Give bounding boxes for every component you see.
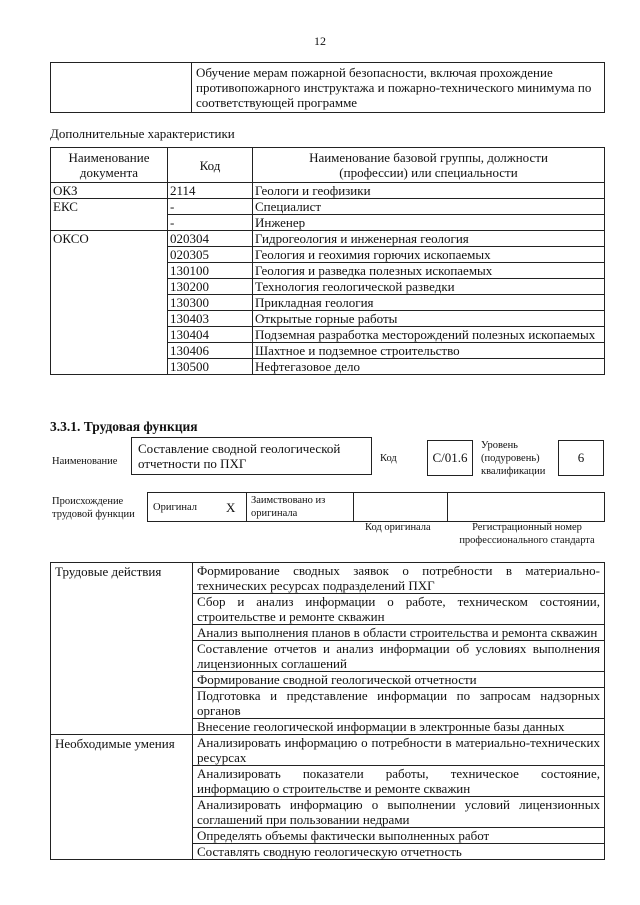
original-mark: X xyxy=(226,500,236,515)
level-label: Уровень (подуровень) квалификации xyxy=(481,440,546,477)
row-name: Инженер xyxy=(253,215,605,231)
row-name: Геологи и геофизики xyxy=(253,183,605,199)
reg-number-box xyxy=(447,492,605,522)
row-code: 2114 xyxy=(168,183,253,199)
skills-row xyxy=(51,735,605,766)
level-box xyxy=(558,440,604,476)
row-code: 130300 xyxy=(168,295,253,311)
top-table-text: Обучение мерам пожарной безопасности, включая прохождение противопожарного инструктажа и пожарно-технического минимума по соответствующей программе xyxy=(192,63,605,113)
actions-item: Внесение геологической информации в электронные базы данных xyxy=(193,719,605,735)
actions-item: Сбор и анализ информации о работе, техническом состоянии, строительстве и ремонте скважин xyxy=(193,594,605,625)
function-table xyxy=(50,562,605,860)
actions-label: Трудовые действия xyxy=(51,563,193,735)
header-code: Код xyxy=(168,148,253,183)
row-code: 130404 xyxy=(168,327,253,343)
additional-row xyxy=(51,183,605,199)
actions-row xyxy=(51,563,605,594)
row-name: Нефтегазовое дело xyxy=(253,359,605,375)
row-doc: ЕКС xyxy=(51,199,168,231)
function-heading: 3.3.1. Трудовая функция xyxy=(50,419,198,434)
row-code: 130500 xyxy=(168,359,253,375)
level-value: 6 xyxy=(577,450,585,465)
actions-item: Составление отчетов и анализ информации об условиях выполнения лицензионных соглашений xyxy=(193,641,605,672)
skills-label: Необходимые умения xyxy=(51,735,193,860)
row-name: Специалист xyxy=(253,199,605,215)
additional-row xyxy=(51,231,605,247)
skills-item: Составлять сводную геологическую отчетность xyxy=(193,844,605,860)
additional-table xyxy=(50,147,605,375)
row-doc: ОКСО xyxy=(51,231,168,375)
actions-item: Анализ выполнения планов в области строительства и ремонта скважин xyxy=(193,625,605,641)
origin-box xyxy=(147,492,247,522)
reg-number-label: Регистрационный номер профессионального стандарта xyxy=(459,522,595,546)
row-code: - xyxy=(168,199,253,215)
row-name: Геология и разведка полезных ископаемых xyxy=(253,263,605,279)
borrowed-box xyxy=(246,492,354,522)
row-name: Технология геологической разведки xyxy=(253,279,605,295)
row-code: 130200 xyxy=(168,279,253,295)
row-code: 130100 xyxy=(168,263,253,279)
skills-item: Определять объемы фактически выполненных работ xyxy=(193,828,605,844)
row-name: Прикладная геология xyxy=(253,295,605,311)
actions-item: Формирование сводных заявок о потребности в материально-технических ресурсах подразделений ПХГ xyxy=(193,563,605,594)
top-table-empty-cell xyxy=(51,63,192,113)
page-number: 12 xyxy=(314,34,326,48)
header-doc: Наименование документа xyxy=(51,148,168,183)
orig-code-label: Код оригинала xyxy=(365,522,431,533)
origin-label: Происхождение трудовой функции xyxy=(52,496,135,520)
row-name: Шахтное и подземное строительство xyxy=(253,343,605,359)
actions-item: Формирование сводной геологической отчетности xyxy=(193,672,605,688)
row-doc: ОКЗ xyxy=(51,183,168,199)
code-box xyxy=(427,440,473,476)
row-code: 130403 xyxy=(168,311,253,327)
row-name: Открытые горные работы xyxy=(253,311,605,327)
row-code: 020304 xyxy=(168,231,253,247)
skills-item: Анализировать показатели работы, техническое состояние, информацию о строительстве и ремонте скважин xyxy=(193,766,605,797)
borrowed-label: Заимствовано из оригинала xyxy=(251,495,326,519)
row-code: 130406 xyxy=(168,343,253,359)
skills-item: Анализировать информацию о потребности в материально-технических ресурсах xyxy=(193,735,605,766)
additional-title: Дополнительные характеристики xyxy=(50,126,235,141)
row-name: Геология и геохимия горючих ископаемых xyxy=(253,247,605,263)
code-value: С/01.6 xyxy=(432,450,468,465)
actions-item: Подготовка и представление информации по запросам надзорных органов xyxy=(193,688,605,719)
row-name: Подземная разработка месторождений полезных ископаемых xyxy=(253,327,605,343)
row-name: Гидрогеология и инженерная геология xyxy=(253,231,605,247)
original-label: Оригинал xyxy=(153,502,197,513)
code-label: Код xyxy=(380,453,397,464)
skills-item: Анализировать информацию о выполнении условий лицензионных соглашений при пользовании недрами xyxy=(193,797,605,828)
function-name-box xyxy=(131,437,372,475)
row-code: - xyxy=(168,215,253,231)
top-table xyxy=(50,62,605,113)
name-label: Наименование xyxy=(52,456,118,467)
orig-code-box xyxy=(353,492,448,522)
additional-row xyxy=(51,199,605,215)
row-code: 020305 xyxy=(168,247,253,263)
function-name-value: Составление сводной геологической отчетности по ПХГ xyxy=(138,441,341,471)
header-name: Наименование базовой группы, должности (профессии) или специальности xyxy=(253,148,605,183)
